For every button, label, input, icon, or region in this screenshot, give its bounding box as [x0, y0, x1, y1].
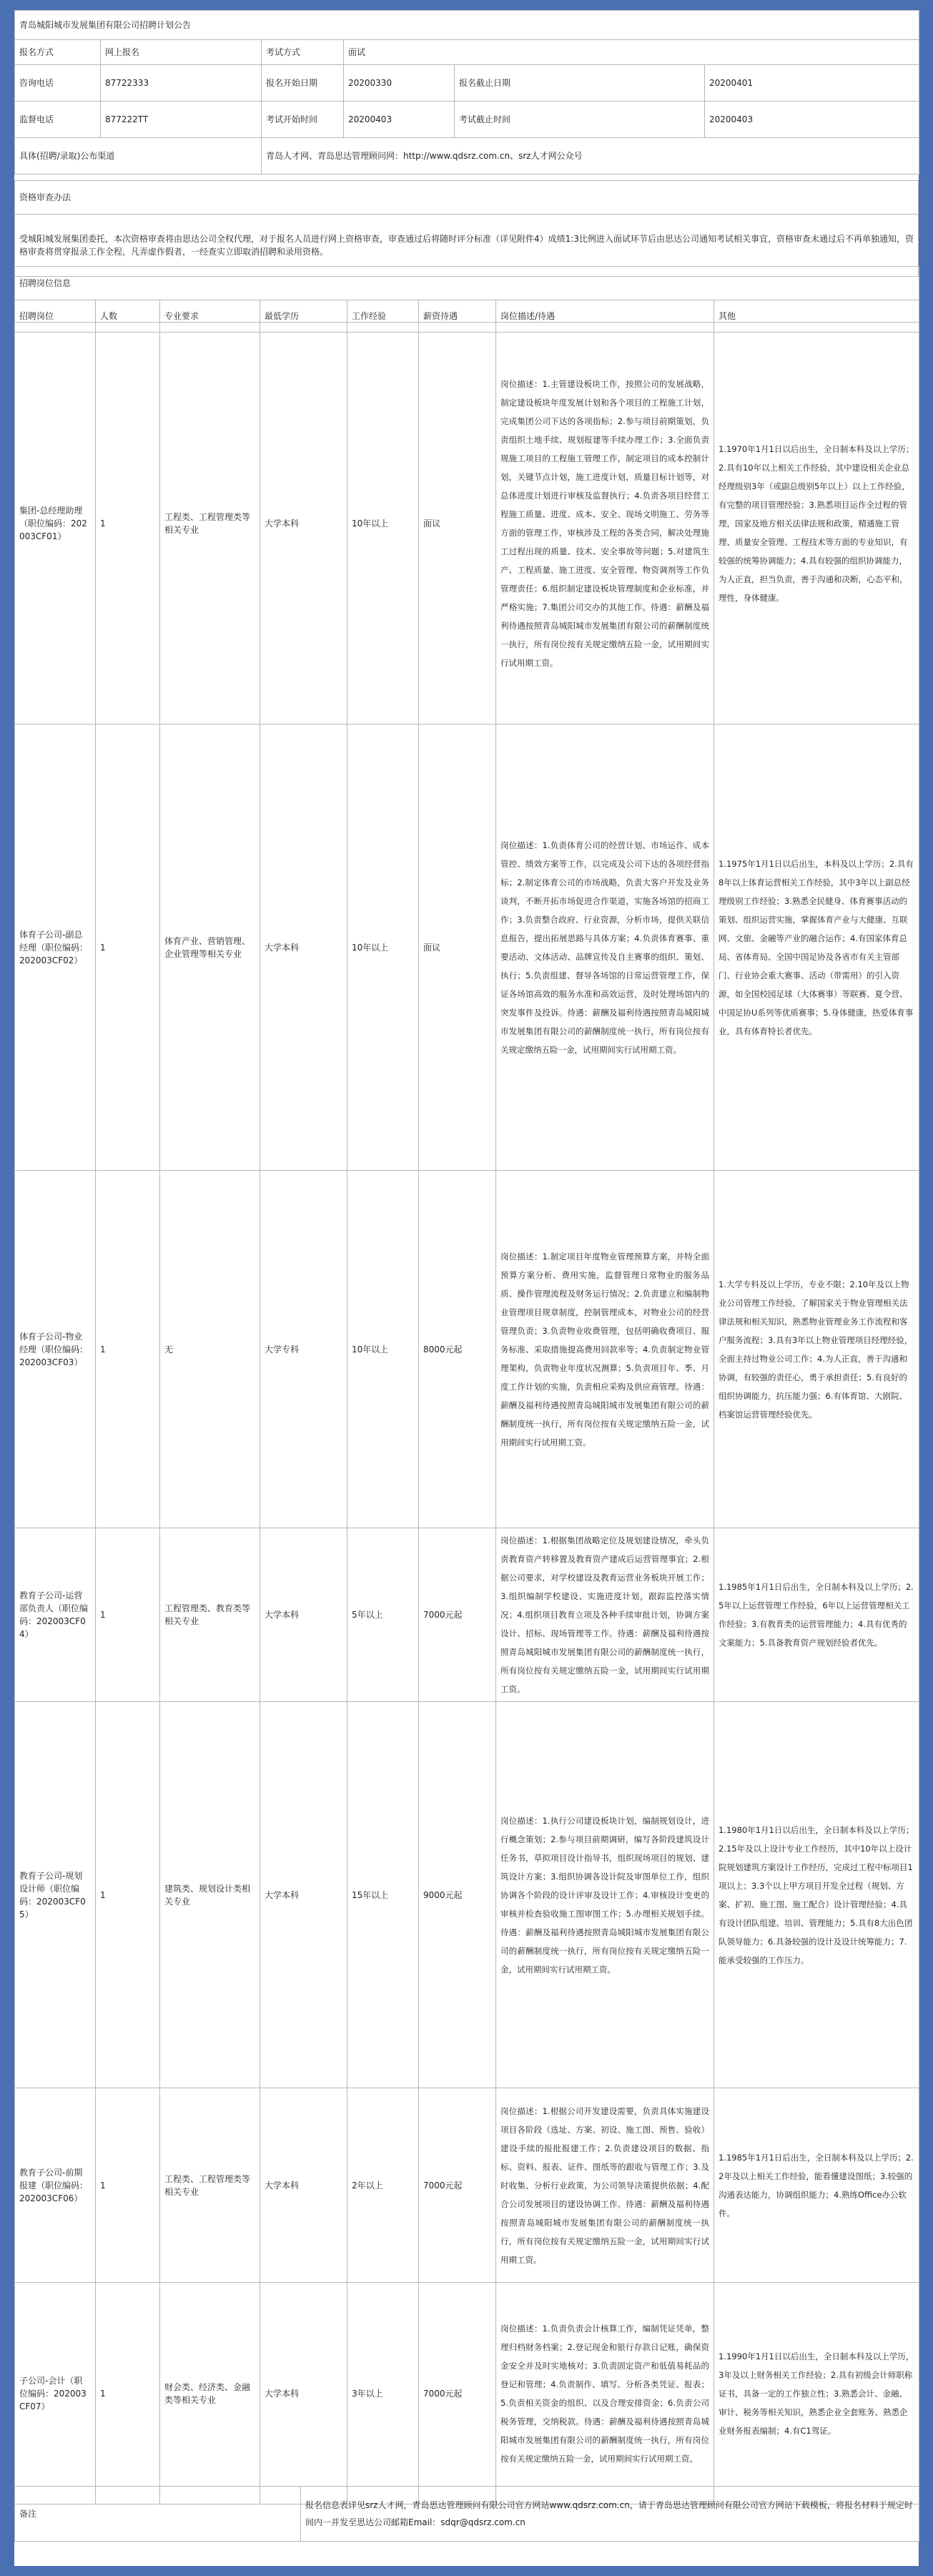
table-row: [15, 2088, 919, 2283]
job-description: 岗位描述：1.负责负责会计核算工作，编制凭证凭单，整理归档财务档案；2.登记现金和银行存款日记账，确保资金安全并及时实地核对；3.负责固定资产和低值易耗品的登记和管理；4.负责制作、填写、分析各类凭证、报表；5.负责相关资金的组织、以及合理安排资金；6.负责公司税务管理，交纳税款。待遇：薪酬及福利待遇按照青岛城阳城市发展集团有限公司的薪酬制度统一执行，所有岗位按有关规定缴纳五险一金，试用期间实行试用期工资。: [496, 2283, 714, 2504]
exam-method-label: 考试方式: [262, 40, 344, 65]
table-row: [15, 1171, 919, 1528]
supervise-label: 监督电话: [15, 102, 101, 138]
job-experience: 5年以上: [347, 1528, 419, 1702]
job-count: 1: [96, 1702, 160, 2088]
job-education: 大学专科: [260, 1171, 347, 1528]
job-experience: 15年以上: [347, 1702, 419, 2088]
job-major: 建筑类、规划设计类相关专业: [160, 1702, 260, 2088]
job-salary: 7000元起: [419, 1528, 496, 1702]
job-major: 工程管理类、教育类等相关专业: [160, 1528, 260, 1702]
job-major: 无: [160, 1171, 260, 1528]
exam-start-label: 考试开始时间: [262, 102, 344, 138]
job-experience: 2年以上: [347, 2088, 419, 2283]
exam-start-value: 20200403: [344, 102, 455, 138]
job-description: 岗位描述：1.负责体育公司的经营计划、市场运作、成本管控、绩效方案等工作，以完成及公司下达的各项经营指标；2.制定体育公司的市场战略，负责大客户开发及业务谈判，不断开拓市场促进合作渠道，实施各场馆的招商工作；3.负责整合政府、行业资源，分析市场，提供关联信息报告，提出拓展思路与具体方案；4.负责体育赛事、重要活动、文体活动、品牌宣传及自主赛事的组织、策划、执行；5.负责组建、督导各场馆的日常运营管理工作，保证各场馆高效的服务水准和高效运营，及时处理场馆内的突发事件及投诉。待遇：薪酬及福利待遇按照青岛城阳城市发展集团有限公司的薪酬制度统一执行，所有岗位按有关规定缴纳五险一金，试用期间实行试用期工资。: [496, 724, 714, 1171]
job-education: 大学本科: [260, 2088, 347, 2283]
table-row: [15, 1528, 919, 1702]
table-row: [15, 724, 919, 1171]
footer-block: [14, 2486, 919, 2542]
job-education: 大学本科: [260, 2283, 347, 2504]
job-education: 大学本科: [260, 1702, 347, 2088]
job-other: 1.1970年1月1日以后出生，全日制本科及以上学历；2.具有10年以上相关工作经验，其中建设相关企业总经理级别3年（或副总级别5年以上）以上工作经验，有完整的项目管理经验；3.熟悉项目运作全过程的管理，国家及地方相关法律法规和政策，精通施工管理、质量安全管理、工程技术等方面的专业知识，有较强的统筹协调能力；4.具有较强的组织协调能力，为人正直，担当负责，善于沟通和决断，心态平和，理性，身体健康。: [714, 323, 919, 724]
supervise-value: 877222TT: [101, 102, 262, 138]
job-salary: 面议: [419, 323, 496, 724]
job-experience: 10年以上: [347, 1171, 419, 1528]
exam-method-value: 面试: [344, 40, 919, 65]
job-name: 教育子公司-运营部负责人（职位编码：202003CF04）: [15, 1528, 96, 1702]
job-count: 1: [96, 1528, 160, 1702]
review-title: 资格审查办法: [15, 181, 919, 215]
reg-end-value: 20200401: [705, 65, 919, 102]
table-row: [15, 1702, 919, 2088]
col-header-education: 最低学历: [260, 300, 347, 333]
review-text: 受城阳城发展集团委托，本次资格审查将由思达公司全权代理，对于报名人员进行网上资格审查，审查通过后将随时评分标准（详见附件4）成绩1:3比例进入面试环节后由思达公司通知考试相关事宜，资格审查未通过后不再单独通知，资格审查将贯穿报录工作全程，凡弄虚作假者，一经查实立即取消招聘和录用资格。: [15, 215, 919, 277]
job-count: 1: [96, 724, 160, 1171]
job-count: 1: [96, 1171, 160, 1528]
job-salary: 8000元起: [419, 1171, 496, 1528]
reg-end-label: 报名截止日期: [455, 65, 705, 102]
positions-title: 招聘岗位信息: [15, 267, 919, 300]
job-name: 教育子公司-规划设计师（职位编码：202003CF05）: [15, 1702, 96, 2088]
job-salary: 面议: [419, 724, 496, 1171]
job-education: 大学本科: [260, 323, 347, 724]
job-salary: 7000元起: [419, 2283, 496, 2504]
recruitment-notice: [14, 10, 919, 2566]
job-description: 岗位描述：1.执行公司建设板块计划，编制规划设计，进行概念策划；2.参与项目前期调研，编写各阶段建筑设计任务书，草拟项目设计指导书，组织现场项目的规划、建筑设计方案；3.组织协调各设计院及审图单位工作，组织协调各个阶段的设计评审及设计工作；4.审核设计变更的审核并检查验收施工图审图工作；5.办理相关规划手续。待遇：薪酬及福利待遇按照青岛城阳城市发展集团有限公司的薪酬制度统一执行，所有岗位按有关规定缴纳五险一金，试用期间实行试用期工资。: [496, 1702, 714, 2088]
job-other: 1.1990年1月1日以后出生，全日制本科及以上学历，3年及以上财务相关工作经验；2.具有初级会计师职称证书，具备一定的工作独立性；3.熟悉会计、金融、审计、税务等相关知识，熟悉企业全套账务、熟悉企业财务报表编制；4.有C1驾证。: [714, 2283, 919, 2504]
job-description: 岗位描述：1.主管建设板块工作，按照公司的发展战略，制定建设板块年度发展计划和各个项目的工程施工计划，完成集团公司下达的各项指标；2.参与项目前期策划，负责组织土地手续、规划报建等手续办理工作；3.全面负责规施工项目的工程施工管理工作，制定项目的成本控制计划，关键节点计划，施工进度计划，质量目标计划等，对总体进度计划进行审核及监督执行；4.负责各项目经营工程施工质量、进度、成本、安全、现场文明施工、劳务等方面的管理工作，审核涉及工程的各类合同，解决处理施工过程出现的质量、技术、安全事故等问题；5.对建筑生产、工程质量、施工进度、安全管理、物资调剂等工作负管理责任；6.组织制定建设板块管理制度和企业标准，并严格实施；7.集团公司交办的其他工作。待遇：薪酬及福利待遇按照青岛城阳城市发展集团有限公司的薪酬制度统一执行，所有岗位按有关规定缴纳五险一金，试用期间实行试用期工资。: [496, 323, 714, 724]
job-major: 工程类、工程管理类等相关专业: [160, 323, 260, 724]
table-row: [15, 2283, 919, 2504]
col-header-description: 岗位描述/待遇: [496, 300, 714, 333]
job-education: 大学本科: [260, 1528, 347, 1702]
consult-value: 87722333: [101, 65, 262, 102]
job-other: 1.大学专科及以上学历，专业不限；2.10年及以上物业公司管理工作经验，了解国家关于物业管理相关法律法规和相关知识，熟悉物业管理业务工作流程和客户服务流程；3.具有3年以上物业管理项目经理经验，全面主持过物业公司工作；4.为人正直，善于沟通和协调，有较强的责任心，勇于承担责任；5.有良好的组织协调能力，抗压能力强；6.有体育馆、大剧院、档案馆运营管理经验优先。: [714, 1171, 919, 1528]
job-name: 集团-总经理助理（职位编码：202003CF01）: [15, 323, 96, 724]
col-header-salary: 薪资待遇: [419, 300, 496, 333]
job-salary: 7000元起: [419, 2088, 496, 2283]
job-other: 1.1980年1月1日以后出生，全日制本科及以上学历；2.15年及以上设计专业工作经历，其中10年以上设计院规划建筑方案设计工作经历，完成过工程中标项目1项以上；3.3个以上甲方项目开发全过程（规划、方案、扩初、施工图、施工配合）设计管理经验；4.具有设计团队组建、培训、管理能力；5.具有8大出色团队领导能力；6.具备较强的设计及设计统筹能力；7.能承受较强的工作压力。: [714, 1702, 919, 2088]
job-description: 岗位描述：1.制定项目年度物业管理预算方案，并特全面预算方案分析、费用实施，监督管理日常物业的服务品质、操作管理流程及财务运行情况；2.负责建立和编制物业管理项目规章制度，控制管理成本，对物业公司的经营管理负责；3.负责物业收费管理，包括明确收费项目、服务标准、采取措施提高费用回款率等；4.负责制定物业管理架构，负责物业年度状况测算；5.负责项目年、季、月度工作计划的实施，负责相应采购及供应商管理。待遇：薪酬及福利待遇按照青岛城阳城市发展集团有限公司的薪酬制度统一执行，所有岗位按有关规定缴纳五险一金，试用期间实行试用期工资。: [496, 1171, 714, 1528]
job-experience: 10年以上: [347, 323, 419, 724]
job-count: 1: [96, 2283, 160, 2504]
consult-label: 咨询电话: [15, 65, 101, 102]
job-other: 1.1975年1月1日以后出生，本科及以上学历；2.具有8年以上体育运营相关工作经验，其中3年以上副总经理级别工作经验；3.熟悉全民健身、体育赛事活动的策划、组织运营实施，掌握体育产业与大健康、互联网、文旅、金融等产业的融合运作；4.有国家体育总局、省体育局、全国中国足协及各省市有关主管部门、行业协会重大赛事、活动（带需用）的引入资源，如全国校园足球（大体赛事）等联赛、夏令营、中国足协U系列等优质赛事；5.身体健康，热爱体育事业，具有体育特长者优先。: [714, 724, 919, 1171]
reg-start-label: 报名开始日期: [262, 65, 344, 102]
table-row: [15, 323, 919, 724]
job-salary: 9000元起: [419, 1702, 496, 2088]
job-education: 大学本科: [260, 724, 347, 1171]
job-count: 1: [96, 323, 160, 724]
job-experience: 3年以上: [347, 2283, 419, 2504]
info-block: [14, 10, 919, 174]
job-name: 体育子公司-物业经理（职位编码：202003CF03）: [15, 1171, 96, 1528]
col-header-major: 专业要求: [160, 300, 260, 333]
job-count: 1: [96, 2088, 160, 2283]
col-header-experience: 工作经验: [347, 300, 419, 333]
col-header-other: 其他: [714, 300, 919, 333]
exam-end-value: 20200403: [705, 102, 919, 138]
job-major: 财会类、经济类、金融类等相关专业: [160, 2283, 260, 2504]
job-name: 子公司-会计（职位编码：202003CF07）: [15, 2283, 96, 2504]
job-other: 1.1985年1月1日后出生，全日制本科及以上学历；2.2年及以上相关工作经验，能看懂建设图纸；3.较强的沟通表达能力，协调组织能力；4.熟练Office办公软件。: [714, 2088, 919, 2283]
job-major: 体育产业、营销管理、企业管理等相关专业: [160, 724, 260, 1171]
exam-end-label: 考试截止时间: [455, 102, 705, 138]
col-header-position: 招聘岗位: [15, 300, 96, 333]
review-block: [14, 180, 919, 277]
channel-label: 具体(招聘/录取)公布渠道: [15, 138, 262, 174]
job-other: 1.1985年1月1日后出生，全日制本科及以上学历；2.5年以上运营管理工作经验，6年以上运营管理相关工作经验；3.有教育类的运营管理能力；4.具有优秀的文案能力；5.具备教育资产规划经验者优先。: [714, 1528, 919, 1702]
job-name: 教育子公司-前期报建（职位编码：202003CF06）: [15, 2088, 96, 2283]
method-value: 网上报名: [101, 40, 262, 65]
reg-start-value: 20200330: [344, 65, 455, 102]
method-label: 报名方式: [15, 40, 101, 65]
job-name: 体育子公司-副总经理（职位编码：202003CF02）: [15, 724, 96, 1171]
jobs-table: [14, 322, 919, 2504]
footer-label: 备注: [15, 2487, 301, 2542]
job-description: 岗位描述：1.根据公司开发建设需要，负责具体实施建设项目各阶段（选址、方案、初设、施工图、预售、验收）建设手续的报批报建工作；2.负责建设项目的数据、指标、资料、报表、证件、图纸等的跟收与管理工作；3.及时收集、分析行业政策，为公司领导决策提供依据；4.配合公司发展项目的建设协调工作。待遇：薪酬及福利待遇按照青岛城阳城市发展集团有限公司的薪酬制度统一执行，所有岗位按有关规定缴纳五险一金，试用期间实行试用期工资。: [496, 2088, 714, 2283]
job-major: 工程类、工程管理类等相关专业: [160, 2088, 260, 2283]
channel-value: 青岛人才网、青岛思达管理顾问网：http://www.qdsrz.com.cn、srz人才网公众号: [262, 138, 919, 174]
job-experience: 10年以上: [347, 724, 419, 1171]
page-title: 青岛城阳城市发展集团有限公司招聘计划公告: [15, 11, 919, 40]
footer-text: 报名信息表详见srz人才网，青岛思达管理顾问有限公司官方网站www.qdsrz.com.cn，请于青岛思达管理顾问有限公司官方网站下载模板，将报名材料于规定时间内一并发至思达公司邮箱Email：sdqr@qdsrz.com.cn: [301, 2487, 919, 2542]
col-header-count: 人数: [96, 300, 160, 333]
job-description: 岗位描述：1.根据集团战略定位及规划建设情况，牵头负责教育资产转移置及教育资产建成后运营管理事宜；2.根据公司要求，对学校建设及教育运营业务板块开展工作；3.组织编制学校建设、实施进度计划，跟踪监控落实情况；4.组织项目教育立项及各种手续审批计划，协调方案设计、招标、现场管理等工作。待遇：薪酬及福利待遇按照青岛城阳城市发展集团有限公司的薪酬制度统一执行，所有岗位按有关规定缴纳五险一金，试用期间实行试用期工资。: [496, 1528, 714, 1702]
